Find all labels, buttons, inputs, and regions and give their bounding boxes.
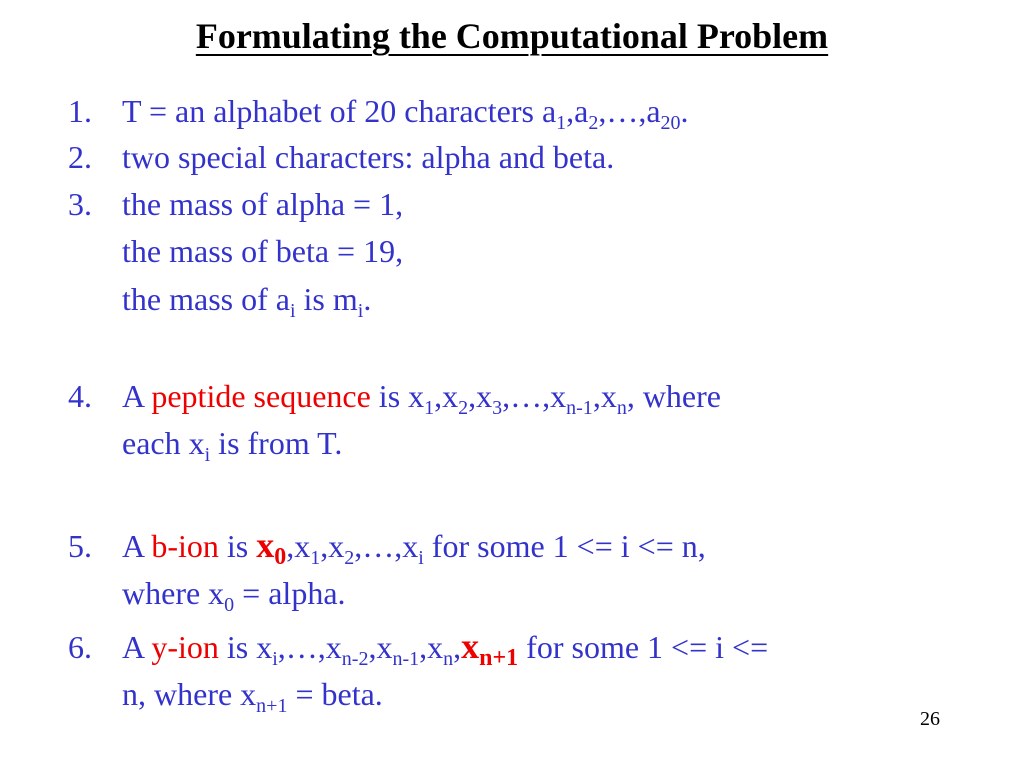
list-item-1 — [68, 88, 689, 134]
subscript: 2 — [458, 397, 469, 419]
subscript: n-1 — [566, 397, 593, 419]
item-text: for some 1 <= i <= — [518, 629, 769, 665]
subscript: i — [289, 300, 296, 322]
item-text: the mass of beta = 19, — [122, 233, 404, 269]
list-item-4 — [68, 373, 721, 419]
item-text: A — [122, 528, 152, 564]
item-text: ,a — [566, 93, 589, 129]
list-item-3 — [68, 181, 403, 227]
item-text: ,x — [434, 378, 459, 414]
subscript: i — [272, 648, 278, 670]
item-number: 1. — [68, 93, 92, 129]
item-text: the mass of alpha = 1, — [122, 186, 404, 222]
list-item-3-line-2 — [68, 228, 403, 274]
subscript: 2 — [344, 547, 355, 569]
subscript: i — [418, 547, 424, 569]
item-text: T = an alphabet of 20 characters a — [122, 93, 557, 129]
item-number: 2. — [68, 139, 92, 175]
item-text: = beta. — [287, 676, 383, 712]
subscript: n-2 — [341, 648, 369, 670]
item-text: = alpha. — [234, 575, 346, 611]
item-text: , — [453, 629, 462, 665]
item-text: ,x — [320, 528, 345, 564]
item-text: n, where x — [122, 676, 257, 712]
item-number: 3. — [68, 186, 92, 222]
emphasized-subscript: 0 — [274, 544, 287, 570]
item-number: 6. — [68, 629, 92, 665]
item-text: two special characters: alpha and beta. — [122, 139, 615, 175]
item-text: ,…,x — [277, 629, 342, 665]
item-text: the mass of a — [122, 281, 290, 317]
subscript: 1 — [310, 547, 321, 569]
item-text: is — [218, 528, 257, 564]
subscript: n — [616, 397, 627, 419]
item-text: for some 1 <= i <= n, — [423, 528, 706, 564]
item-text: is x — [218, 629, 273, 665]
item-text: . — [363, 281, 372, 317]
item-text: each x — [122, 425, 205, 461]
list-item-4-line-2 — [68, 420, 342, 466]
item-text: . — [680, 93, 689, 129]
subscript: i — [204, 444, 211, 466]
page-number: 26 — [920, 708, 940, 730]
emphasized-variable: x — [461, 626, 480, 666]
slide-title: Formulating the Computational Problem — [195, 16, 829, 56]
list-item-6-line-2 — [68, 671, 383, 717]
subscript: 2 — [588, 112, 599, 134]
item-text: is m — [295, 281, 358, 317]
item-text: A — [122, 378, 152, 414]
item-text: ,x — [419, 629, 444, 665]
item-number: 5. — [68, 528, 92, 564]
subscript: 1 — [556, 112, 567, 134]
item-text: where x — [122, 575, 225, 611]
subscript: n — [443, 648, 454, 670]
emphasized-variable: x — [256, 525, 275, 565]
term-highlight: y-ion — [151, 629, 219, 665]
list-item-5 — [68, 522, 706, 568]
item-text: is from T. — [210, 425, 343, 461]
subscript: 3 — [492, 397, 503, 419]
item-text: ,…,x — [354, 528, 419, 564]
subscript: 1 — [424, 397, 435, 419]
item-text: is x — [370, 378, 425, 414]
item-text: ,x — [368, 629, 393, 665]
emphasized-subscript: n+1 — [479, 645, 519, 671]
subscript: n-1 — [392, 648, 420, 670]
list-item-5-line-2 — [68, 570, 346, 616]
item-text: ,x — [468, 378, 493, 414]
item-number: 4. — [68, 378, 92, 414]
list-item-2 — [68, 134, 614, 180]
item-text: ,…,x — [502, 378, 567, 414]
item-text: ,x — [286, 528, 311, 564]
list-item-6 — [68, 623, 768, 669]
item-text: ,x — [592, 378, 617, 414]
term-highlight: b-ion — [151, 528, 219, 564]
list-item-3-line-3 — [68, 276, 371, 322]
subscript: 0 — [224, 594, 235, 616]
item-text: A — [122, 629, 152, 665]
subscript: 20 — [660, 112, 681, 134]
term-highlight: peptide sequence — [151, 378, 371, 414]
subscript: n+1 — [256, 695, 288, 717]
item-text: ,…,a — [598, 93, 661, 129]
item-text: , where — [626, 378, 721, 414]
subscript: i — [357, 300, 364, 322]
